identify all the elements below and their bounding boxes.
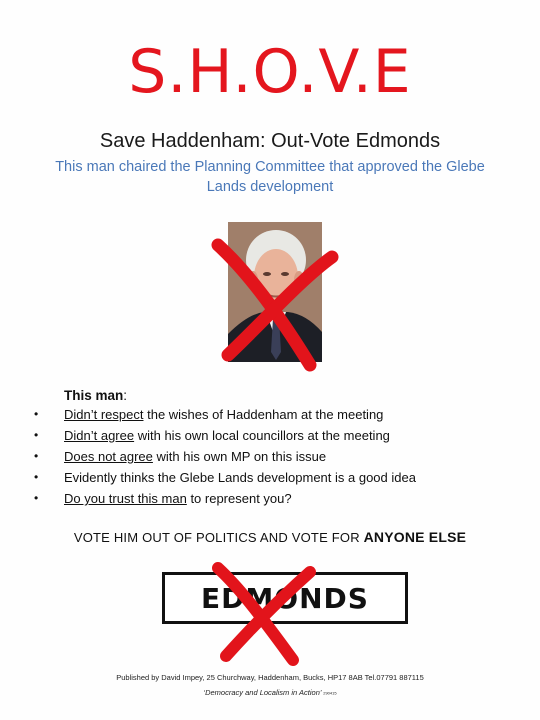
bullet-icon: • <box>34 470 39 484</box>
vote-emphasis: ANYONE ELSE <box>363 529 467 545</box>
bullet-icon: • <box>34 491 39 505</box>
name-text: EDMONDS <box>201 581 369 615</box>
list-item: • Didn’t agree with his own local councillors at the meeting <box>0 425 540 446</box>
list-heading: This man: <box>64 388 128 403</box>
cross-out-x-icon <box>208 556 318 666</box>
vote-message: VOTE HIM OUT OF POLITICS AND VOTE FOR ANYONE ELSE <box>73 529 467 545</box>
list-item: • Do you trust this man to represent you? <box>0 488 540 509</box>
page-title: S.H.O.V.E <box>128 37 412 107</box>
bullet-list <box>0 404 540 509</box>
publisher-footer: Published by David Impey, 25 Churchway, Haddenham, Bucks, HP17 8AB Tel.07791 887115 <box>116 673 424 682</box>
print-code: 290415 <box>323 690 337 696</box>
blurb-text: This man chaired the Planning Committee that approved the Glebe Lands development <box>55 159 485 195</box>
motto: ‘Democracy and Localism in Action’ 290415 <box>203 688 337 697</box>
cross-out-x-icon <box>210 225 340 375</box>
list-item: • Evidently thinks the Glebe Lands development is a good idea <box>0 467 540 488</box>
list-item: • Does not agree with his own MP on this issue <box>0 446 540 467</box>
bullet-icon: • <box>34 428 39 442</box>
bullet-icon: • <box>34 449 39 463</box>
bullet-icon: • <box>34 407 39 421</box>
subtitle: Save Haddenham: Out-Vote Edmonds <box>99 130 441 152</box>
list-item: • Didn’t respect the wishes of Haddenham at the meeting <box>0 404 540 425</box>
